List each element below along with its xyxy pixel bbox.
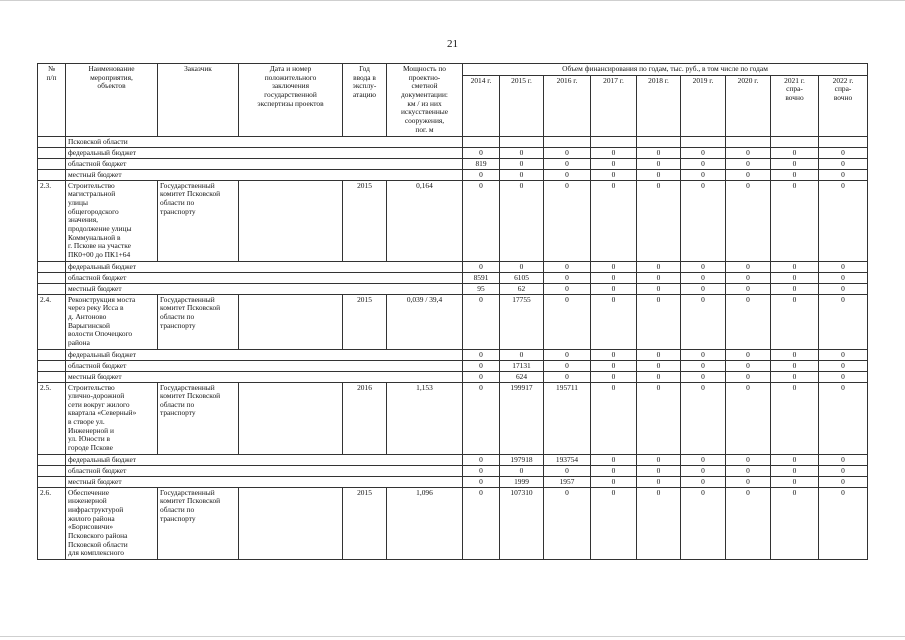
row-customer: Государственный комитет Псковской области по транспорту: [158, 294, 239, 349]
budget-label: областной бюджет: [66, 465, 463, 476]
value-cell: 0: [591, 382, 637, 454]
value-cell: 0: [726, 272, 771, 283]
value-cell: 0: [681, 158, 726, 169]
table-row: [38, 272, 868, 283]
value-cell: 0: [637, 283, 681, 294]
value-cell: 0: [771, 283, 819, 294]
row-name: Реконструкция моста через реку Исса в д. Антоново Варыгинской волости Опочецкого района: [66, 294, 158, 349]
table-row: [38, 261, 868, 272]
value-cell: 819: [463, 158, 500, 169]
value-cell: 0: [463, 487, 500, 559]
row-year: 2015: [343, 180, 387, 261]
header-year: Год ввода в эксплу- атацию: [343, 64, 387, 137]
value-cell: 0: [544, 487, 591, 559]
row-num-cell: [38, 147, 66, 158]
value-cell: 0: [771, 272, 819, 283]
value-cell: 0: [591, 465, 637, 476]
value-cell: 0: [819, 487, 868, 559]
table-row: [38, 360, 868, 371]
value-cell: 0: [463, 294, 500, 349]
value-cell: 0: [726, 349, 771, 360]
value-cell: 0: [591, 454, 637, 465]
value-cell: 0: [544, 283, 591, 294]
value-cell: 0: [819, 465, 868, 476]
table-header: [38, 64, 868, 137]
value-cell: 197918: [500, 454, 544, 465]
budget-label: местный бюджет: [66, 169, 463, 180]
row-name: Строительство магистральной улицы общегородского значения, продолжение улицы Коммунальной в г. Пскове на участке ПК0+00 до ПК1+64: [66, 180, 158, 261]
value-cell: 1999: [500, 476, 544, 487]
budget-label: федеральный бюджет: [66, 454, 463, 465]
value-cell: 0: [681, 487, 726, 559]
table-row: [38, 136, 868, 147]
budget-label: федеральный бюджет: [66, 349, 463, 360]
header-year-0: 2014 г.: [463, 75, 500, 136]
row-num-cell: [38, 476, 66, 487]
value-cell: 193754: [544, 454, 591, 465]
value-cell: 0: [591, 294, 637, 349]
value-cell: 0: [637, 272, 681, 283]
table-row: [38, 169, 868, 180]
value-cell: 0: [463, 180, 500, 261]
value-cell: 0: [771, 360, 819, 371]
header-year-1: 2015 г.: [500, 75, 544, 136]
value-cell: 0: [819, 169, 868, 180]
value-cell: 0: [463, 382, 500, 454]
value-cell: 0: [726, 454, 771, 465]
value-cell: 0: [681, 261, 726, 272]
value-cell: 0: [500, 349, 544, 360]
budget-label: федеральный бюджет: [66, 147, 463, 158]
value-cell: 0: [819, 371, 868, 382]
value-cell: [819, 136, 868, 147]
table-row: [38, 147, 868, 158]
header-customer: Заказчик: [158, 64, 239, 137]
value-cell: 0: [681, 465, 726, 476]
value-cell: 0: [726, 382, 771, 454]
header-year-5: 2019 г.: [681, 75, 726, 136]
table-row: [38, 371, 868, 382]
value-cell: 0: [681, 360, 726, 371]
value-cell: 0: [771, 382, 819, 454]
value-cell: 0: [544, 294, 591, 349]
row-num-cell: [38, 454, 66, 465]
row-num-cell: [38, 283, 66, 294]
row-year: 2015: [343, 294, 387, 349]
value-cell: 0: [637, 147, 681, 158]
budget-label: местный бюджет: [66, 283, 463, 294]
value-cell: 0: [819, 294, 868, 349]
table-row: [38, 294, 868, 349]
value-cell: 0: [500, 158, 544, 169]
row-num: 2.3.: [38, 180, 66, 261]
value-cell: 0: [463, 371, 500, 382]
value-cell: 0: [463, 454, 500, 465]
header-conclusion: Дата и номер положительного заключения государственной экспертизы проектов: [239, 64, 343, 137]
value-cell: 0: [771, 487, 819, 559]
header-year-2: 2016 г.: [544, 75, 591, 136]
value-cell: 0: [819, 272, 868, 283]
value-cell: 0: [726, 360, 771, 371]
value-cell: 8591: [463, 272, 500, 283]
value-cell: 17755: [500, 294, 544, 349]
row-conclusion: [239, 487, 343, 559]
value-cell: [544, 136, 591, 147]
value-cell: 0: [726, 158, 771, 169]
row-year: 2016: [343, 382, 387, 454]
value-cell: 0: [819, 360, 868, 371]
row-num-cell: [38, 169, 66, 180]
value-cell: 0: [726, 465, 771, 476]
row-num-cell: [38, 465, 66, 476]
page-bottom-edge: [0, 636, 905, 637]
row-num: 2.5.: [38, 382, 66, 454]
value-cell: 0: [500, 465, 544, 476]
value-cell: 95: [463, 283, 500, 294]
value-cell: 0: [819, 454, 868, 465]
value-cell: 0: [819, 261, 868, 272]
header-year-4: 2018 г.: [637, 75, 681, 136]
row-conclusion: [239, 382, 343, 454]
value-cell: 0: [726, 371, 771, 382]
value-cell: 0: [726, 487, 771, 559]
row-conclusion: [239, 294, 343, 349]
value-cell: [681, 136, 726, 147]
budget-label: местный бюджет: [66, 476, 463, 487]
value-cell: 0: [463, 465, 500, 476]
value-cell: 0: [463, 147, 500, 158]
value-cell: 0: [500, 180, 544, 261]
row-customer: Государственный комитет Псковской области по транспорту: [158, 180, 239, 261]
table-row: [38, 454, 868, 465]
value-cell: 0: [463, 349, 500, 360]
header-year-3: 2017 г.: [591, 75, 637, 136]
value-cell: 0: [771, 261, 819, 272]
value-cell: 0: [544, 180, 591, 261]
value-cell: 0: [544, 272, 591, 283]
table-row: [38, 349, 868, 360]
budget-label: федеральный бюджет: [66, 261, 463, 272]
value-cell: 0: [637, 465, 681, 476]
value-cell: 0: [771, 465, 819, 476]
value-cell: 0: [591, 360, 637, 371]
value-cell: 0: [637, 360, 681, 371]
value-cell: 0: [591, 180, 637, 261]
value-cell: 0: [591, 476, 637, 487]
value-cell: 0: [463, 169, 500, 180]
value-cell: 195711: [544, 382, 591, 454]
value-cell: 0: [819, 349, 868, 360]
value-cell: 0: [544, 360, 591, 371]
row-customer: Государственный комитет Псковской области по транспорту: [158, 382, 239, 454]
value-cell: 0: [771, 158, 819, 169]
value-cell: 0: [463, 261, 500, 272]
row-num-cell: [38, 272, 66, 283]
value-cell: 0: [681, 476, 726, 487]
value-cell: 0: [637, 294, 681, 349]
value-cell: [637, 136, 681, 147]
row-num-cell: [38, 261, 66, 272]
page-top-edge: [0, 0, 905, 1]
table-row: [38, 382, 868, 454]
header-num: № п/п: [38, 64, 66, 137]
value-cell: 0: [771, 180, 819, 261]
table-row: [38, 180, 868, 261]
row-num-cell: [38, 360, 66, 371]
value-cell: 0: [591, 283, 637, 294]
value-cell: 0: [771, 147, 819, 158]
value-cell: 0: [771, 349, 819, 360]
value-cell: 0: [637, 487, 681, 559]
row-capacity: 1,096: [387, 487, 463, 559]
table-row: [38, 476, 868, 487]
value-cell: 0: [771, 169, 819, 180]
row-num-cell: [38, 349, 66, 360]
value-cell: [500, 136, 544, 147]
value-cell: 0: [681, 147, 726, 158]
value-cell: 0: [591, 487, 637, 559]
header-financing: Объем финансирования по годам, тыс. руб., в том числе по годам: [463, 64, 868, 76]
value-cell: 0: [681, 180, 726, 261]
value-cell: 0: [637, 158, 681, 169]
row-name: Строительство улично-дорожной сети вокруг жилого квартала «Северный» в створе ул. Инженерной и ул. Юности в городе Пскове: [66, 382, 158, 454]
header-year-6: 2020 г.: [726, 75, 771, 136]
value-cell: 6105: [500, 272, 544, 283]
value-cell: 0: [681, 349, 726, 360]
value-cell: 0: [637, 349, 681, 360]
value-cell: [771, 136, 819, 147]
row-num: 2.6.: [38, 487, 66, 559]
value-cell: 0: [681, 272, 726, 283]
value-cell: 0: [771, 371, 819, 382]
header-year-8: 2022 г. спра- вочно: [819, 75, 868, 136]
value-cell: 0: [637, 382, 681, 454]
budget-label: областной бюджет: [66, 158, 463, 169]
budget-label: местный бюджет: [66, 371, 463, 382]
value-cell: 0: [819, 158, 868, 169]
value-cell: 0: [637, 169, 681, 180]
value-cell: 0: [591, 147, 637, 158]
value-cell: 0: [681, 169, 726, 180]
row-year: 2015: [343, 487, 387, 559]
table-row: [38, 158, 868, 169]
value-cell: 0: [637, 454, 681, 465]
value-cell: 0: [681, 294, 726, 349]
value-cell: 0: [500, 147, 544, 158]
value-cell: 0: [591, 272, 637, 283]
value-cell: 0: [637, 261, 681, 272]
value-cell: 0: [681, 283, 726, 294]
value-cell: 0: [544, 371, 591, 382]
row-capacity: 0,164: [387, 180, 463, 261]
value-cell: 107310: [500, 487, 544, 559]
value-cell: 0: [726, 476, 771, 487]
budget-label: областной бюджет: [66, 360, 463, 371]
value-cell: 624: [500, 371, 544, 382]
value-cell: 0: [726, 180, 771, 261]
value-cell: 0: [771, 294, 819, 349]
value-cell: 1957: [544, 476, 591, 487]
value-cell: 17131: [500, 360, 544, 371]
table-body: [38, 136, 868, 559]
value-cell: 0: [463, 360, 500, 371]
value-cell: 0: [726, 147, 771, 158]
value-cell: 0: [500, 261, 544, 272]
row-num-cell: [38, 136, 66, 147]
value-cell: 0: [681, 454, 726, 465]
value-cell: 0: [544, 169, 591, 180]
row-num: 2.4.: [38, 294, 66, 349]
value-cell: 0: [591, 371, 637, 382]
value-cell: 0: [544, 465, 591, 476]
row-num-cell: [38, 158, 66, 169]
row-conclusion: [239, 180, 343, 261]
value-cell: 0: [463, 476, 500, 487]
value-cell: 0: [591, 158, 637, 169]
row-name-continued: Псковской области: [66, 136, 463, 147]
row-capacity: 0,039 / 39,4: [387, 294, 463, 349]
value-cell: 0: [726, 169, 771, 180]
value-cell: 0: [591, 169, 637, 180]
value-cell: 0: [771, 476, 819, 487]
value-cell: 0: [681, 382, 726, 454]
value-cell: [591, 136, 637, 147]
header-name: Наименование мероприятия, объектов: [66, 64, 158, 137]
value-cell: [463, 136, 500, 147]
value-cell: 0: [681, 371, 726, 382]
financing-table: [37, 63, 868, 560]
table-row: [38, 487, 868, 559]
value-cell: 0: [637, 371, 681, 382]
value-cell: 0: [726, 261, 771, 272]
page-number: 21: [447, 38, 458, 50]
value-cell: 0: [819, 382, 868, 454]
value-cell: 0: [819, 180, 868, 261]
value-cell: 0: [500, 169, 544, 180]
row-name: Обеспечение инженерной инфраструктурой жилого района «Борисовичи» Псковского района Псковской области для комплексного: [66, 487, 158, 559]
value-cell: 0: [591, 261, 637, 272]
table-row: [38, 465, 868, 476]
budget-label: областной бюджет: [66, 272, 463, 283]
table-row: [38, 283, 868, 294]
value-cell: 0: [637, 180, 681, 261]
value-cell: 0: [544, 349, 591, 360]
value-cell: 0: [544, 158, 591, 169]
value-cell: 0: [819, 476, 868, 487]
value-cell: [726, 136, 771, 147]
row-customer: Государственный комитет Псковской области по транспорту: [158, 487, 239, 559]
value-cell: 0: [771, 454, 819, 465]
value-cell: 0: [726, 294, 771, 349]
value-cell: 0: [726, 283, 771, 294]
value-cell: 0: [819, 283, 868, 294]
header-year-7: 2021 г. спра- вочно: [771, 75, 819, 136]
value-cell: 0: [637, 476, 681, 487]
value-cell: 0: [591, 349, 637, 360]
value-cell: 0: [544, 147, 591, 158]
header-capacity: Мощность по проектно- сметной документации: км / из них искусственные сооружения, пог. м: [387, 64, 463, 137]
value-cell: 199917: [500, 382, 544, 454]
row-num-cell: [38, 371, 66, 382]
value-cell: 0: [544, 261, 591, 272]
value-cell: 62: [500, 283, 544, 294]
value-cell: 0: [819, 147, 868, 158]
row-capacity: 1,153: [387, 382, 463, 454]
